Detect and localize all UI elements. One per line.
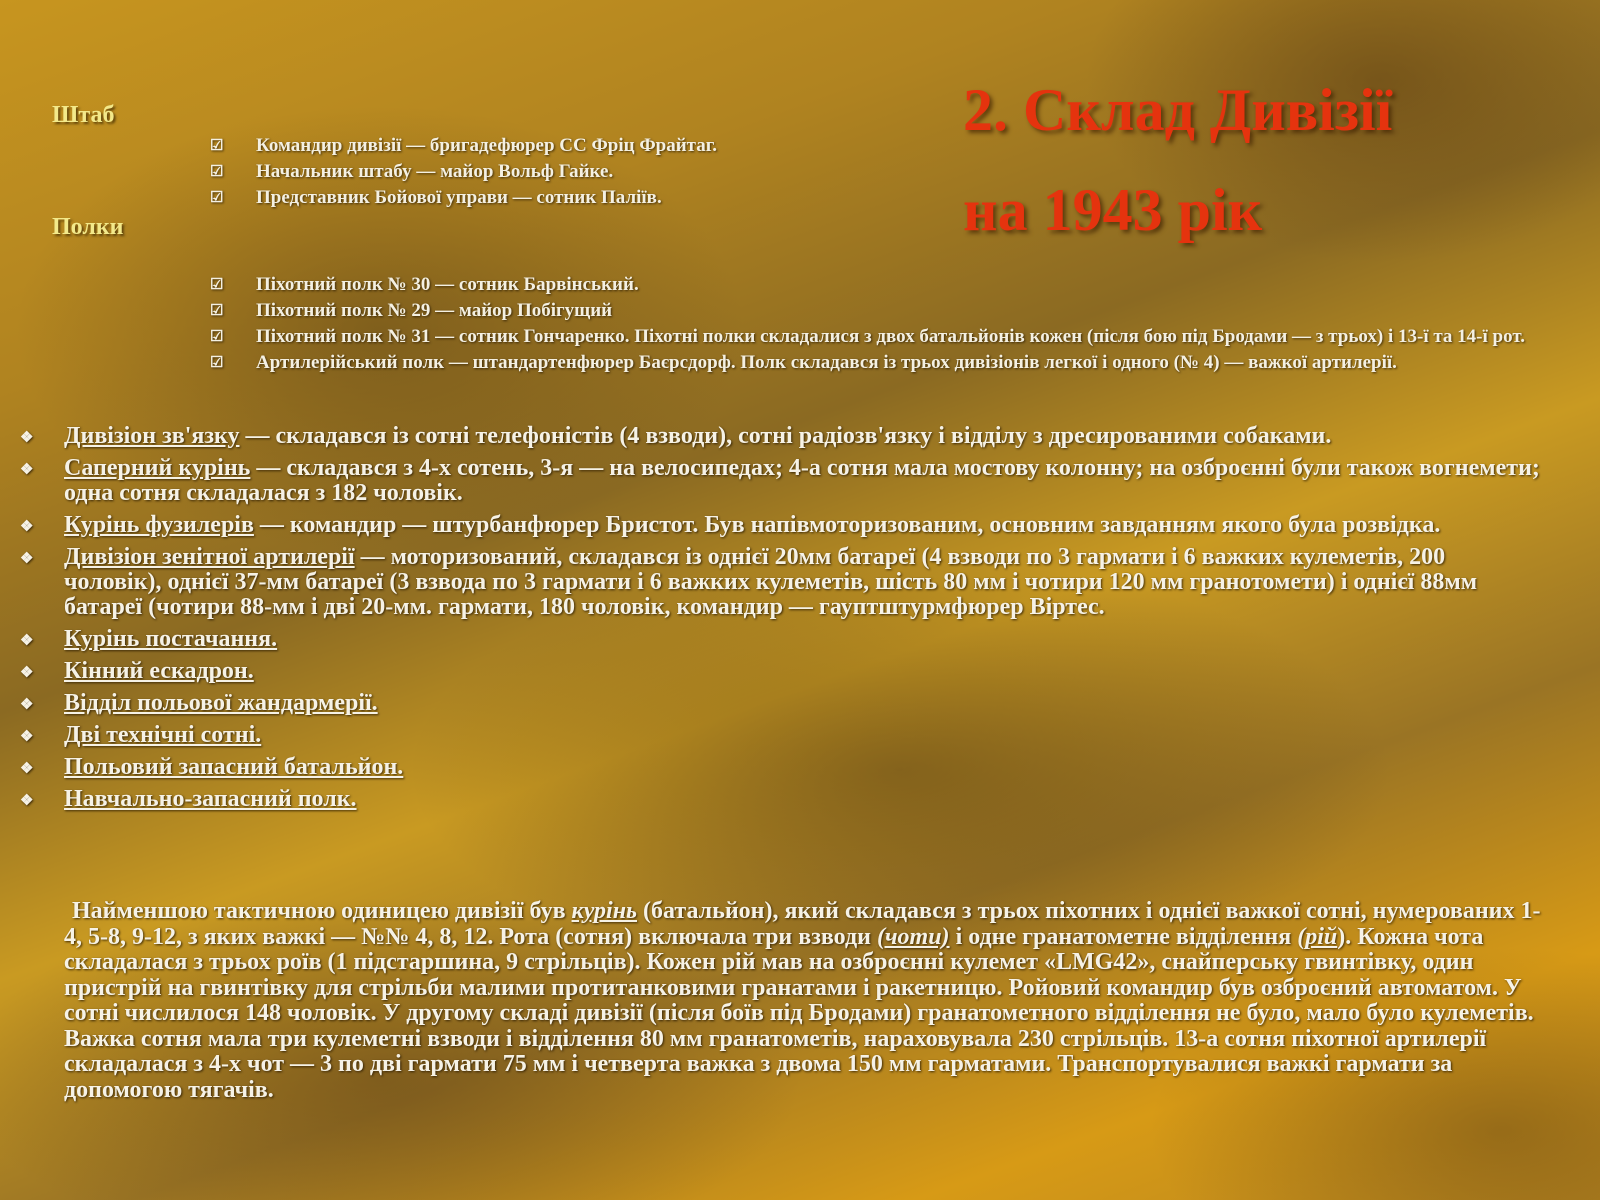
regiments-heading: Полки [52,214,124,240]
unit-description: — складався з 4-х сотень, 3-я — на велосипедах; 4-а сотня мала мостову колонну; на озброєнні були також вогнемети; одна сотня складалася з 182 чоловік. [64,455,1540,506]
regiment-item [210,274,1540,295]
term-link-rij[interactable]: (рій [1297,923,1338,950]
staff-item-text: Представник Бойової управи — сотник Паліїв. [256,187,662,208]
checkmark-bullet-icon: ☑ [210,138,224,154]
unit-link[interactable]: Курінь постачання. [64,626,278,652]
term-link-choty[interactable]: (чоти) [876,923,950,950]
checkmark-bullet-icon: ☑ [210,329,224,345]
diamond-bullet-icon: ❖ [20,665,34,681]
regiments-list [210,274,1540,378]
unit-link[interactable]: Навчально-запасний полк. [64,786,357,812]
staff-item-text: Начальник штабу — майор Вольф Гайке. [256,161,614,182]
unit-link[interactable]: Курінь фузилерів [64,512,254,538]
diamond-bullet-icon: ❖ [20,551,34,567]
regiment-item [210,352,1540,373]
regiment-item-text: Артилерійський полк — штандартенфюрер Баєрсдорф. Полк складався із трьох дивізіонів легкої і одного (№ 4) — важкої артилерії. [256,352,1397,373]
regiment-item-text: Піхотний полк № 30 — сотник Барвінський. [256,274,639,295]
staff-item [210,187,1540,208]
unit-link[interactable]: Дивізіон зв'язку [64,423,240,449]
regiment-item-text: Піхотний полк № 31 — сотник Гончаренко. Піхотні полки складалися з двох батальйонів кожен (після бою під Бродами — з трьох) і 13-ї та 14-ї рот. [256,326,1525,347]
diamond-bullet-icon: ❖ [20,633,34,649]
unit-description: — командир — штурбанфюрер Бристот. Був напівмоторизованим, основним завданням якого була розвідка. [253,512,1441,538]
checkmark-bullet-icon: ☑ [210,355,224,371]
staff-item [210,161,1540,182]
diamond-bullet-icon: ❖ [20,729,34,745]
unit-description: — моторизований, складався із однієї 20мм батареї (4 взводи по 3 гармати і 6 важких кулеметів, 200 чоловік), однієї 37-мм батареї (3 взвода по 3 гармати і 6 важких кулеметів, шість 80 мм і чотири 120 мм гранотомети) і однієї 88мм батареї (чотири 88-мм і дві 20-мм. гармати, 180 чоловік, командир — гауптштурмфюрер Віртес. [64,544,1478,620]
paragraph-text: Найменшою тактичною одиницею дивізії був [72,898,572,924]
staff-heading: Штаб [52,102,115,128]
unit-item [18,691,1548,716]
unit-link[interactable]: Дві технічні сотні. [64,722,262,748]
checkmark-bullet-icon: ☑ [210,303,224,319]
diamond-bullet-icon: ❖ [20,462,34,478]
unit-link[interactable]: Саперний курінь [64,455,251,481]
unit-item [18,545,1548,620]
unit-item [18,456,1548,506]
diamond-bullet-icon: ❖ [20,793,34,809]
unit-description: — складався із сотні телефоністів (4 взводи), сотні радіозв'язку і відділу з дресированими собаками. [239,423,1332,449]
checkmark-bullet-icon: ☑ [210,164,224,180]
unit-link[interactable]: Польовий запасний батальйон. [64,754,404,780]
unit-item [18,424,1548,449]
regiment-item [210,326,1540,347]
staff-list [210,135,1540,213]
slide-title-line-2: на 1943 рік [963,177,1263,243]
unit-item [18,723,1548,748]
unit-link[interactable]: Дивізіон зенітної артилерії [64,544,355,570]
paragraph-text: (батальйон), який складався з трьох піхотних і однієї важкої сотні, нумерованих 1-4, 5-8, 9-12, з яких важкі — №№ 4, 8, 12. Рота (сотня) включала три взводи [64,898,1541,950]
units-list [18,424,1548,819]
diamond-bullet-icon: ❖ [20,519,34,535]
unit-item [18,755,1548,780]
diamond-bullet-icon: ❖ [20,430,34,446]
checkmark-bullet-icon: ☑ [210,277,224,293]
staff-item [210,135,1540,156]
unit-link[interactable]: Відділ польової жандармерії. [64,690,378,716]
unit-item [18,787,1548,812]
diamond-bullet-icon: ❖ [20,697,34,713]
slide-title-line-1: 2. Склад Дивізії [963,77,1393,143]
regiment-item-text: Піхотний полк № 29 — майор Побігущий [256,300,613,321]
paragraph-text: і одне гранатометне відділення [949,923,1298,950]
unit-item [18,659,1548,684]
staff-item-text: Командир дивізії — бригадефюрер СС Фріц Фрайтаг. [256,135,717,156]
paragraph-text: ). Кожна чота складалася з трьох роїв (1 підстаршина, 9 стрільців). Кожен рій мав на озброєнні кулемет «LMG42», снайперську гвинтівку, один пристрій на гвинтівку для стрільби малими протитанковими гранатами і ракетницю. Ройовий командир був озброєний автоматом. У сотні числилося 148 чоловік. У другому складі дивізії (після боїв під Бродами) гранатометного відділення не було, мало було кулеметів. Важка сотня мала три кулеметні взводи і відділення 80 мм гранатометів, нараховувала 230 стрільців. 13-а сотня піхотної артилерії складалася з 4-х чот — 3 по дві гармати 75 мм і четверта важка з двома 150 мм гарматами. Транспортувалися важкі гармати за допомогою тягачів. [64,923,1534,1103]
organization-paragraph [64,899,1554,1103]
regiment-item [210,300,1540,321]
term-link-kurin[interactable]: курінь [571,898,638,924]
checkmark-bullet-icon: ☑ [210,190,224,206]
unit-link[interactable]: Кінний ескадрон. [64,658,254,684]
unit-item [18,513,1548,538]
unit-item [18,627,1548,652]
diamond-bullet-icon: ❖ [20,761,34,777]
